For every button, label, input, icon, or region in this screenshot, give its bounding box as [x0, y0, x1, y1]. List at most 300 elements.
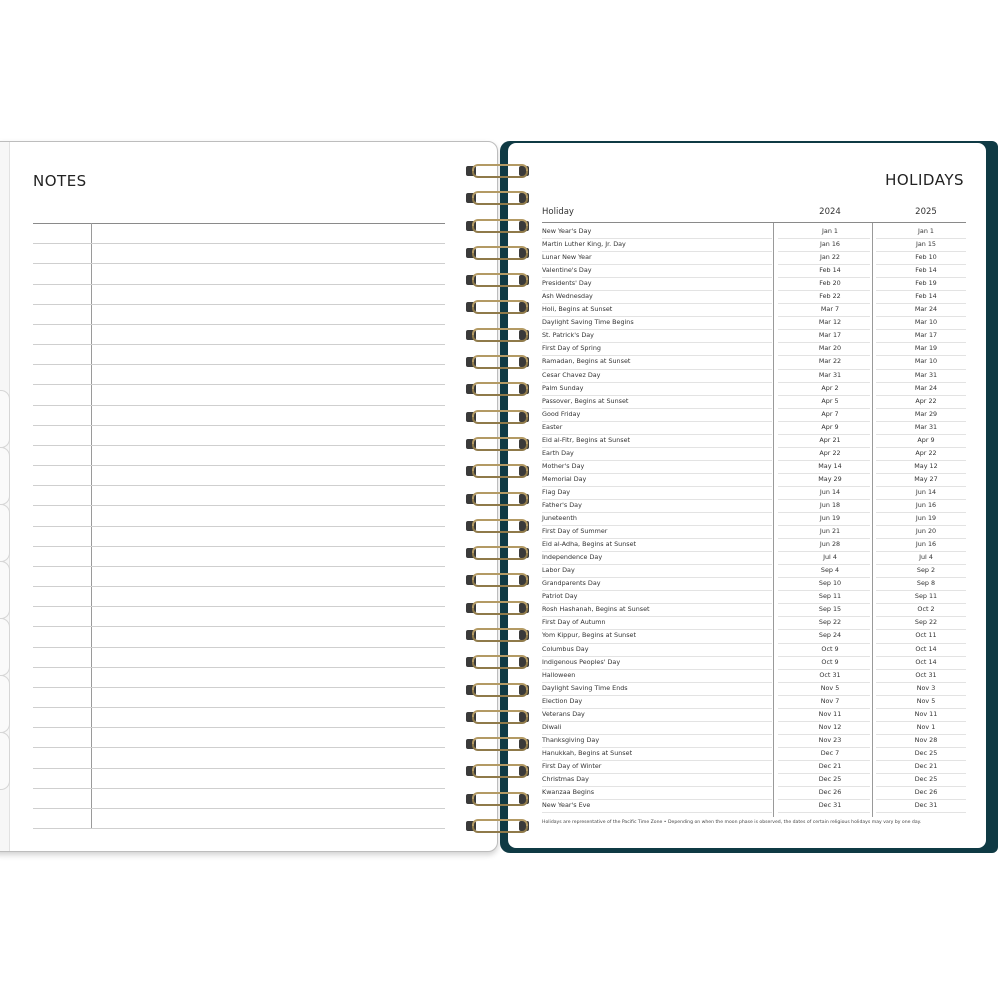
table-row — [542, 539, 966, 552]
date-2025: Dec 31 — [914, 801, 938, 810]
wire-loop — [472, 471, 528, 478]
wire-loop — [472, 601, 528, 608]
holiday-name: Rosh Hashanah, Begins at Sunset — [542, 605, 650, 614]
spiral-ring — [466, 709, 530, 725]
holidays-title: HOLIDAYS — [885, 171, 964, 189]
date-2025: Jun 14 — [915, 487, 937, 496]
holiday-name: Valentine's Day — [542, 266, 592, 275]
date-2024: Feb 14 — [819, 266, 841, 275]
date-2025: Sep 8 — [916, 579, 936, 588]
wire-loop — [472, 792, 528, 799]
wire-loop — [472, 608, 528, 615]
table-row — [542, 291, 966, 304]
date-2025: Oct 14 — [915, 657, 937, 666]
wire-loop — [472, 580, 528, 587]
date-2024: Apr 2 — [821, 383, 839, 392]
table-row — [542, 278, 966, 291]
wire-loop — [472, 198, 528, 205]
wire-loop — [472, 410, 528, 417]
date-2024: Dec 21 — [818, 761, 842, 770]
spiral-ring — [466, 572, 530, 588]
holiday-rows — [542, 226, 966, 813]
date-2025: Sep 2 — [916, 566, 936, 575]
holiday-name: First Day of Autumn — [542, 618, 606, 627]
holiday-name: Eid al-Adha, Begins at Sunset — [542, 540, 637, 549]
divider-tab[interactable] — [0, 390, 10, 448]
table-row — [542, 474, 966, 487]
date-2025: Jul 4 — [919, 553, 933, 562]
holiday-name: First Day of Spring — [542, 344, 601, 353]
divider-tab[interactable] — [0, 561, 10, 619]
date-2024: Apr 22 — [819, 448, 841, 457]
wire-loop — [472, 553, 528, 560]
spiral-ring — [466, 545, 530, 561]
wire-loop — [472, 546, 528, 553]
date-2024: Apr 7 — [821, 409, 839, 418]
date-2025: Feb 14 — [915, 292, 937, 301]
holiday-name: Halloween — [542, 670, 576, 679]
date-2024: Jun 28 — [819, 540, 841, 549]
date-2025: Apr 9 — [917, 435, 935, 444]
table-row — [542, 683, 966, 696]
spiral-ring — [466, 736, 530, 752]
date-2024: Apr 21 — [819, 435, 841, 444]
wire-loop — [472, 273, 528, 280]
date-2025: Jun 16 — [915, 540, 937, 549]
date-2024: Jul 4 — [823, 553, 837, 562]
wire-loop — [472, 389, 528, 396]
table-row — [542, 513, 966, 526]
date-2025: Mar 17 — [914, 331, 938, 340]
date-2024: Mar 20 — [818, 344, 842, 353]
date-2025: Nov 3 — [916, 683, 936, 692]
holiday-name: Holi, Begins at Sunset — [542, 305, 613, 314]
holiday-name: Cesar Chavez Day — [542, 370, 601, 379]
wire-loop — [472, 771, 528, 778]
spiral-ring — [466, 163, 530, 179]
spiral-ring — [466, 654, 530, 670]
date-2025: Mar 31 — [914, 422, 938, 431]
table-row — [542, 787, 966, 800]
table-row — [542, 709, 966, 722]
wire-loop — [472, 444, 528, 451]
wire-loop — [472, 246, 528, 253]
notes-line — [33, 606, 445, 607]
holiday-name: Presidents' Day — [542, 279, 592, 288]
date-2025: Feb 14 — [915, 266, 937, 275]
date-2024: Feb 22 — [819, 292, 841, 301]
holiday-name: Good Friday — [542, 409, 581, 418]
row-rule — [542, 812, 772, 813]
spiral-ring — [466, 518, 530, 534]
date-2025: Nov 5 — [916, 696, 936, 705]
date-2024: Nov 12 — [818, 722, 842, 731]
wire-loop — [472, 683, 528, 690]
date-2025: Jan 1 — [918, 227, 934, 235]
notes-line — [33, 344, 445, 345]
wire-loop — [472, 464, 528, 471]
spiral-binding — [466, 163, 534, 833]
holiday-name: St. Patrick's Day — [542, 331, 594, 340]
notes-line — [33, 445, 445, 446]
date-2024: Sep 22 — [818, 618, 842, 627]
wire-loop — [472, 799, 528, 806]
date-2025: Dec 25 — [914, 748, 938, 757]
notes-line — [33, 384, 445, 385]
date-2024: Jun 21 — [819, 527, 841, 536]
wire-loop — [472, 519, 528, 526]
notes-line — [33, 263, 445, 264]
table-row — [542, 461, 966, 474]
table-row — [542, 487, 966, 500]
date-2025: Feb 10 — [915, 253, 937, 262]
table-row — [542, 565, 966, 578]
date-2025: Mar 31 — [914, 370, 938, 379]
wire-loop — [472, 335, 528, 342]
holiday-name: Diwali — [542, 722, 562, 731]
holiday-name: Palm Sunday — [542, 383, 584, 392]
notes-line — [33, 768, 445, 769]
wire-loop — [472, 662, 528, 669]
notes-line — [33, 788, 445, 789]
spiral-ring — [466, 818, 530, 834]
date-2025: Dec 21 — [914, 761, 938, 770]
spiral-ring — [466, 245, 530, 261]
date-2025: Oct 2 — [917, 605, 935, 614]
holiday-name: First Day of Winter — [542, 761, 602, 770]
notes-line — [33, 626, 445, 627]
spiral-ring — [466, 272, 530, 288]
date-2025: Dec 25 — [914, 774, 938, 783]
wire-loop — [472, 764, 528, 771]
date-2024: Jun 14 — [819, 487, 841, 496]
date-2025: Nov 28 — [914, 735, 938, 744]
wire-loop — [472, 362, 528, 369]
divider-tab[interactable] — [0, 504, 10, 562]
table-row — [542, 696, 966, 709]
date-2024: Nov 11 — [818, 709, 842, 718]
holiday-name: Earth Day — [542, 448, 574, 457]
column-header-holiday: Holiday — [542, 207, 574, 217]
wire-loop — [472, 280, 528, 287]
holiday-name: Thanksgiving Day — [542, 735, 600, 744]
date-2025: Mar 19 — [914, 344, 938, 353]
date-2024: Apr 5 — [821, 396, 839, 405]
wire-loop — [472, 655, 528, 662]
wire-loop — [472, 499, 528, 506]
table-row — [542, 317, 966, 330]
wire-loop — [472, 437, 528, 444]
table-row — [542, 422, 966, 435]
date-2024: Mar 17 — [818, 331, 842, 340]
spiral-ring — [466, 299, 530, 315]
date-2024: Oct 31 — [819, 670, 841, 679]
table-row — [542, 304, 966, 317]
date-2025: Mar 10 — [914, 318, 938, 327]
spiral-ring — [466, 327, 530, 343]
table-row — [542, 252, 966, 265]
header-rule — [542, 222, 966, 223]
date-2024: Dec 7 — [820, 748, 840, 757]
spiral-ring — [466, 463, 530, 479]
holiday-name: Juneteenth — [542, 514, 577, 523]
date-2025: Apr 22 — [915, 448, 937, 457]
notes-line — [33, 485, 445, 486]
spiral-ring — [466, 682, 530, 698]
date-2024: Jun 18 — [819, 500, 841, 509]
table-row — [542, 578, 966, 591]
table-row — [542, 383, 966, 396]
notes-line — [33, 425, 445, 426]
date-2025: Sep 11 — [914, 592, 938, 601]
wire-loop — [472, 628, 528, 635]
table-row — [542, 761, 966, 774]
wire-loop — [472, 164, 528, 171]
date-2025: Nov 1 — [916, 722, 936, 731]
wire-loop — [472, 171, 528, 178]
wire-loop — [472, 253, 528, 260]
holiday-name: Mother's Day — [542, 461, 585, 470]
notes-line — [33, 505, 445, 506]
wire-loop — [472, 417, 528, 424]
holiday-name: Patriot Day — [542, 592, 578, 601]
date-2024: Sep 10 — [818, 579, 842, 588]
spiral-ring — [466, 436, 530, 452]
holiday-name: Easter — [542, 422, 563, 431]
table-row — [542, 552, 966, 565]
date-2024: Oct 9 — [821, 657, 839, 666]
holiday-name: Christmas Day — [542, 774, 589, 783]
notes-page — [0, 141, 498, 852]
date-2024: Dec 25 — [818, 774, 842, 783]
notes-line — [33, 647, 445, 648]
wire-loop — [472, 526, 528, 533]
spiral-ring — [466, 627, 530, 643]
notes-line — [33, 566, 445, 567]
spiral-ring — [466, 600, 530, 616]
date-2025: Mar 24 — [914, 305, 938, 314]
notes-lined-area — [33, 223, 445, 828]
table-row — [542, 448, 966, 461]
notes-line — [33, 324, 445, 325]
holiday-name: Flag Day — [542, 487, 571, 496]
holiday-name: Hanukkah, Begins at Sunset — [542, 748, 633, 757]
divider-tab[interactable] — [0, 732, 10, 790]
date-2024: Dec 31 — [818, 801, 842, 810]
date-2025: Feb 19 — [915, 279, 937, 288]
spiral-ring — [466, 409, 530, 425]
wire-loop — [472, 573, 528, 580]
table-row — [542, 409, 966, 422]
table-row — [542, 356, 966, 369]
notes-line — [33, 526, 445, 527]
table-row — [542, 604, 966, 617]
date-2024: Jun 19 — [819, 514, 841, 523]
holiday-name: Labor Day — [542, 566, 575, 575]
date-2024: Sep 11 — [818, 592, 842, 601]
spiral-ring — [466, 190, 530, 206]
table-row — [542, 748, 966, 761]
spiral-ring — [466, 381, 530, 397]
table-row — [542, 265, 966, 278]
table-row — [542, 722, 966, 735]
divider-tab[interactable] — [0, 618, 10, 676]
wire-loop — [472, 819, 528, 826]
holiday-name: First Day of Summer — [542, 527, 608, 536]
holidays-page — [508, 143, 986, 848]
wire-loop — [472, 690, 528, 697]
table-row — [542, 617, 966, 630]
table-row — [542, 396, 966, 409]
notes-line — [33, 667, 445, 668]
table-row — [542, 591, 966, 604]
table-row — [542, 343, 966, 356]
column-header-2025: 2025 — [915, 207, 937, 217]
spiral-ring — [466, 354, 530, 370]
table-row — [542, 800, 966, 813]
wire-loop — [472, 382, 528, 389]
holiday-name: Daylight Saving Time Begins — [542, 318, 634, 327]
table-row — [542, 657, 966, 670]
wire-loop — [472, 300, 528, 307]
date-2025: Apr 22 — [915, 396, 937, 405]
date-2025: Mar 24 — [914, 383, 938, 392]
wire-loop — [472, 355, 528, 362]
date-2024: Jan 1 — [822, 227, 838, 235]
date-2024: Nov 23 — [818, 735, 842, 744]
date-2024: Dec 26 — [818, 788, 842, 797]
divider-tab-strip — [0, 142, 10, 851]
notes-line — [33, 546, 445, 547]
holiday-name: Passover, Begins at Sunset — [542, 396, 629, 405]
date-2025: Mar 29 — [914, 409, 938, 418]
notes-title: NOTES — [33, 172, 87, 190]
notes-line — [33, 747, 445, 748]
holiday-name: Grandparents Day — [542, 579, 601, 588]
wire-loop — [472, 826, 528, 833]
row-rule — [778, 812, 870, 813]
date-2025: Oct 11 — [915, 631, 937, 640]
wire-loop — [472, 744, 528, 751]
date-2024: Jan 16 — [819, 240, 840, 249]
divider-tab[interactable] — [0, 447, 10, 505]
date-2025: Jun 20 — [915, 527, 937, 536]
holiday-name: Veterans Day — [542, 709, 585, 718]
wire-loop — [472, 710, 528, 717]
table-row — [542, 526, 966, 539]
table-row — [542, 670, 966, 683]
holiday-name: Ash Wednesday — [542, 292, 593, 301]
notes-line — [33, 364, 445, 365]
notes-line — [33, 304, 445, 305]
date-2025: Jun 19 — [915, 514, 937, 523]
footnote: Holidays are representative of the Pacific Time Zone • Depending on when the moon phase is observed, the dates of certain religious holidays may vary by one day. — [542, 820, 922, 825]
table-row — [542, 500, 966, 513]
date-2024: Mar 22 — [818, 357, 842, 366]
holiday-name: Lunar New Year — [542, 253, 592, 262]
holiday-name: New Year's Eve — [542, 801, 591, 810]
date-2025: Oct 14 — [915, 644, 937, 653]
notes-line — [33, 687, 445, 688]
wire-loop — [472, 717, 528, 724]
table-row — [542, 644, 966, 657]
date-2025: Dec 26 — [914, 788, 938, 797]
date-2025: May 27 — [914, 474, 938, 483]
holiday-name: Election Day — [542, 696, 583, 705]
date-2024: May 29 — [818, 474, 842, 483]
wire-loop — [472, 226, 528, 233]
holiday-name: New Year's Day — [542, 227, 592, 235]
table-row — [542, 226, 966, 239]
wire-loop — [472, 328, 528, 335]
holiday-name: Yom Kippur, Begins at Sunset — [542, 631, 636, 640]
notes-line — [33, 707, 445, 708]
table-row — [542, 330, 966, 343]
wire-loop — [472, 635, 528, 642]
notes-line — [33, 586, 445, 587]
divider-tab[interactable] — [0, 675, 10, 733]
column-header-2024: 2024 — [819, 207, 841, 217]
spiral-ring — [466, 218, 530, 234]
date-2025: Nov 11 — [914, 709, 938, 718]
date-2025: Sep 22 — [914, 618, 938, 627]
date-2025: May 12 — [914, 461, 938, 470]
notes-line — [33, 405, 445, 406]
wire-loop — [472, 737, 528, 744]
date-2024: Mar 31 — [818, 370, 842, 379]
date-2025: Jan 15 — [915, 240, 936, 249]
date-2025: Jun 16 — [915, 500, 937, 509]
date-2024: May 14 — [818, 461, 842, 470]
spiral-ring — [466, 763, 530, 779]
holiday-name: Independence Day — [542, 553, 603, 562]
date-2024: Nov 7 — [820, 696, 840, 705]
holiday-name: Indigenous Peoples' Day — [542, 657, 621, 666]
date-2025: Mar 10 — [914, 357, 938, 366]
wire-loop — [472, 191, 528, 198]
holiday-name: Kwanzaa Begins — [542, 788, 595, 797]
wire-loop — [472, 219, 528, 226]
table-row — [542, 774, 966, 787]
date-2024: Oct 9 — [821, 644, 839, 653]
spiral-ring — [466, 491, 530, 507]
date-2024: Mar 12 — [818, 318, 842, 327]
wire-loop — [472, 492, 528, 499]
date-2024: Sep 4 — [820, 566, 840, 575]
spiral-ring — [466, 791, 530, 807]
holiday-name: Ramadan, Begins at Sunset — [542, 357, 631, 366]
holiday-name: Eid al-Fitr, Begins at Sunset — [542, 435, 631, 444]
table-row — [542, 370, 966, 383]
date-2024: Nov 5 — [820, 683, 840, 692]
holiday-name: Columbus Day — [542, 644, 589, 653]
holiday-name: Father's Day — [542, 500, 582, 509]
notes-line — [33, 727, 445, 728]
notes-top-rule — [33, 223, 445, 224]
row-rule — [876, 812, 966, 813]
date-2024: Sep 24 — [818, 631, 842, 640]
holiday-name: Memorial Day — [542, 474, 587, 483]
table-row — [542, 735, 966, 748]
holiday-name: Daylight Saving Time Ends — [542, 683, 628, 692]
date-2024: Mar 7 — [820, 305, 840, 314]
notes-line — [33, 284, 445, 285]
date-2024: Jan 22 — [819, 253, 840, 262]
table-row — [542, 435, 966, 448]
date-2024: Feb 20 — [819, 279, 841, 288]
date-2025: Oct 31 — [915, 670, 937, 679]
date-2024: Apr 9 — [821, 422, 839, 431]
